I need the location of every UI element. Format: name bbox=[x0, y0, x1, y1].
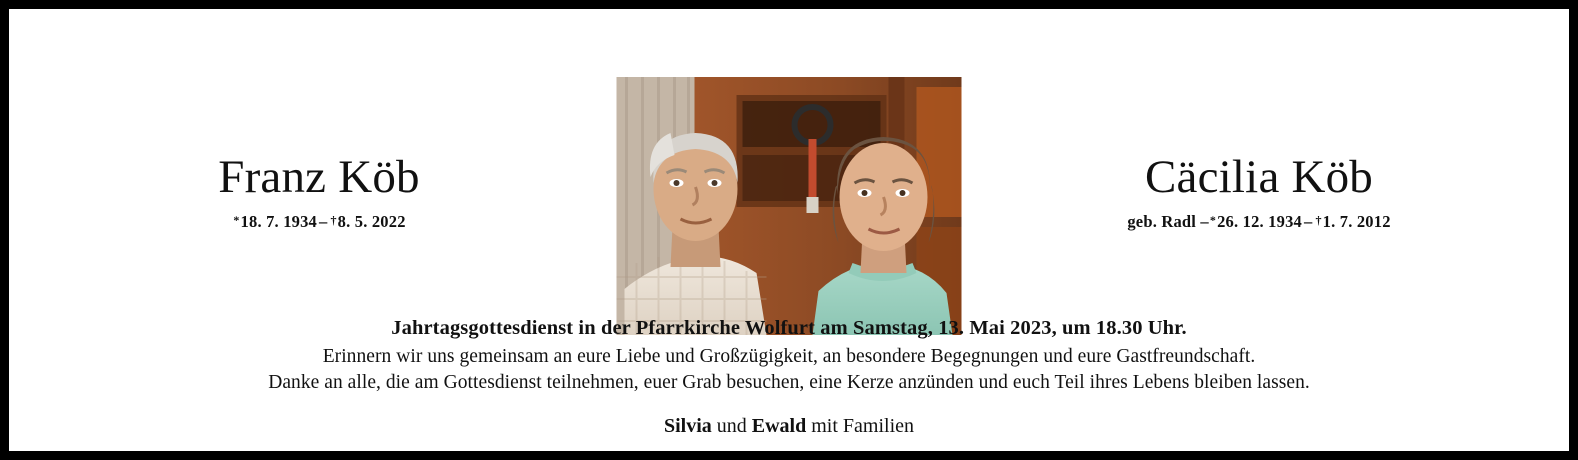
person-right-death-date: 1. 7. 2012 bbox=[1322, 212, 1391, 232]
person-right bbox=[969, 153, 1549, 232]
memorial-card bbox=[9, 9, 1569, 451]
memorial-text-line-1: Erinnern wir uns gemeinsam an eure Liebe und Großzügigkeit, an besondere Begegnungen und eure Gastfreundschaft. bbox=[322, 346, 1256, 367]
person-left bbox=[29, 153, 609, 232]
death-cross-icon: † bbox=[1315, 213, 1322, 228]
memorial-text-line-2: Danke an alle, die am Gottesdienst teilnehmen, euer Grab besuchen, eine Kerze anzünden und euch Teil ihres Lebens bleiben lassen. bbox=[268, 371, 1310, 393]
date-separator: – bbox=[1303, 212, 1313, 232]
signature-suffix: mit Familien bbox=[811, 415, 915, 438]
announcement-block bbox=[9, 317, 1569, 438]
signature-conjunction: und bbox=[716, 415, 747, 438]
portrait-photo bbox=[617, 77, 962, 335]
person-left-death-date: 8. 5. 2022 bbox=[337, 212, 406, 232]
names-row bbox=[9, 43, 1569, 303]
person-left-name: Franz Köb bbox=[218, 151, 420, 203]
signature-name-1: Silvia bbox=[663, 415, 712, 438]
death-cross-icon: † bbox=[330, 213, 337, 228]
person-left-dates bbox=[29, 212, 609, 232]
date-separator: – bbox=[319, 212, 328, 232]
person-right-name: Cäcilia Köb bbox=[1145, 151, 1373, 203]
service-headline: Jahrtagsgottesdienst in der Pfarrkirche Wolfurt am Samstag, 13. Mai 2023, um 18.30 Uhr. bbox=[391, 317, 1187, 339]
person-right-birth-date: 26. 12. 1934 bbox=[1217, 212, 1302, 232]
birth-star-icon: * bbox=[1209, 213, 1217, 228]
signature-name-2: Ewald bbox=[751, 415, 807, 438]
person-left-birth-date: 18. 7. 1934 bbox=[240, 212, 317, 232]
signature-line bbox=[9, 415, 1569, 438]
person-right-maiden-name: geb. Radl – bbox=[1127, 212, 1209, 232]
portrait-photo-image bbox=[617, 77, 962, 335]
person-right-dates bbox=[969, 212, 1549, 232]
birth-star-icon: * bbox=[233, 213, 240, 228]
